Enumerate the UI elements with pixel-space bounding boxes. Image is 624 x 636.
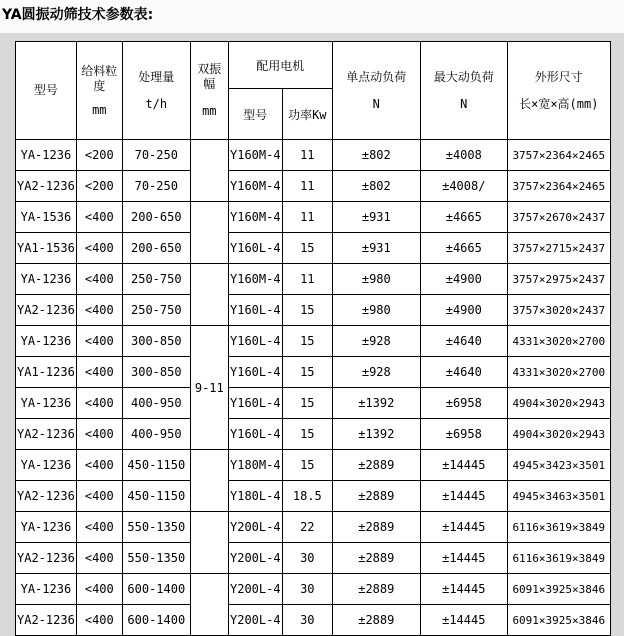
model-cell: YA-1236	[16, 512, 77, 543]
amplitude-cell	[190, 574, 228, 636]
amplitude-cell	[190, 264, 228, 326]
single-point-load-cell: ±2889	[332, 574, 420, 605]
single-point-load-cell: ±928	[332, 326, 420, 357]
header-feed-size	[76, 42, 122, 140]
amplitude-cell: 9-11	[190, 326, 228, 450]
feed-size-cell: <400	[76, 605, 122, 636]
model-cell: YA1-1236	[16, 357, 77, 388]
motor-model-cell: Y160L-4	[228, 233, 282, 264]
table-row	[16, 326, 611, 357]
header-capacity-unit: t/h	[145, 96, 168, 111]
header-dimensions	[507, 42, 610, 140]
table-row	[16, 295, 611, 326]
table-row	[16, 574, 611, 605]
model-cell: YA2-1236	[16, 543, 77, 574]
table-row	[16, 481, 611, 512]
single-point-load-cell: ±980	[332, 264, 420, 295]
motor-model-cell: Y200L-4	[228, 605, 282, 636]
feed-size-cell: <400	[76, 326, 122, 357]
motor-model-cell: Y200L-4	[228, 574, 282, 605]
dimensions-cell: 3757×2364×2465	[507, 171, 610, 202]
max-load-cell: ±14445	[420, 605, 507, 636]
single-point-load-cell: ±931	[332, 202, 420, 233]
feed-size-cell: <400	[76, 450, 122, 481]
header-capacity-label: 处理量	[138, 69, 175, 84]
max-load-cell: ±14445	[420, 512, 507, 543]
max-load-cell: ±14445	[420, 481, 507, 512]
dimensions-cell: 3757×2975×2437	[507, 264, 610, 295]
header-dimensions-unit: 长×宽×高(mm)	[519, 96, 599, 111]
single-point-load-cell: ±802	[332, 140, 420, 171]
single-point-load-cell: ±928	[332, 357, 420, 388]
motor-model-cell: Y160L-4	[228, 326, 282, 357]
motor-power-cell: 15	[282, 357, 332, 388]
single-point-load-cell: ±2889	[332, 512, 420, 543]
motor-power-cell: 15	[282, 295, 332, 326]
motor-power-cell: 11	[282, 140, 332, 171]
model-cell: YA2-1236	[16, 605, 77, 636]
header-amplitude-label: 双振幅	[197, 62, 222, 91]
feed-size-cell: <200	[76, 140, 122, 171]
capacity-cell: 300-850	[122, 357, 190, 388]
table-row	[16, 419, 611, 450]
dimensions-cell: 4904×3020×2943	[507, 388, 610, 419]
motor-model-cell: Y180L-4	[228, 481, 282, 512]
motor-model-cell: Y180M-4	[228, 450, 282, 481]
capacity-cell: 600-1400	[122, 574, 190, 605]
motor-power-cell: 11	[282, 171, 332, 202]
capacity-cell: 70-250	[122, 171, 190, 202]
capacity-cell: 400-950	[122, 419, 190, 450]
feed-size-cell: <400	[76, 295, 122, 326]
header-model	[16, 42, 77, 140]
table-row	[16, 233, 611, 264]
feed-size-cell: <200	[76, 171, 122, 202]
table-row	[16, 450, 611, 481]
header-dimensions-label: 外形尺寸	[534, 69, 583, 84]
dimensions-cell: 3757×2715×2437	[507, 233, 610, 264]
max-load-cell: ±4008/	[420, 171, 507, 202]
feed-size-cell: <400	[76, 574, 122, 605]
model-cell: YA2-1236	[16, 481, 77, 512]
motor-power-cell: 11	[282, 264, 332, 295]
table-row	[16, 202, 611, 233]
motor-power-cell: 15	[282, 388, 332, 419]
model-cell: YA2-1236	[16, 419, 77, 450]
model-cell: YA2-1236	[16, 171, 77, 202]
capacity-cell: 400-950	[122, 388, 190, 419]
header-single-point-load-unit: N	[372, 96, 380, 111]
feed-size-cell: <400	[76, 388, 122, 419]
dimensions-cell: 3757×3020×2437	[507, 295, 610, 326]
table-row	[16, 605, 611, 636]
header-max-load-unit: N	[460, 96, 468, 111]
table-row	[16, 388, 611, 419]
max-load-cell: ±6958	[420, 419, 507, 450]
max-load-cell: ±14445	[420, 574, 507, 605]
single-point-load-cell: ±2889	[332, 481, 420, 512]
model-cell: YA-1236	[16, 264, 77, 295]
model-cell: YA-1236	[16, 388, 77, 419]
dimensions-cell: 6091×3925×3846	[507, 605, 610, 636]
motor-model-cell: Y160L-4	[228, 295, 282, 326]
dimensions-cell: 4331×3020×2700	[507, 326, 610, 357]
title-band	[0, 0, 624, 33]
single-point-load-cell: ±980	[332, 295, 420, 326]
motor-model-cell: Y200L-4	[228, 543, 282, 574]
motor-model-cell: Y160M-4	[228, 140, 282, 171]
capacity-cell: 550-1350	[122, 512, 190, 543]
dimensions-cell: 3757×2670×2437	[507, 202, 610, 233]
single-point-load-cell: ±2889	[332, 605, 420, 636]
feed-size-cell: <400	[76, 233, 122, 264]
table-row	[16, 357, 611, 388]
motor-power-cell: 15	[282, 326, 332, 357]
header-single-point-load-label: 单点动负荷	[346, 69, 407, 84]
header-amplitude-unit: mm	[202, 104, 217, 118]
amplitude-cell	[190, 450, 228, 512]
motor-power-cell: 15	[282, 450, 332, 481]
capacity-cell: 200-650	[122, 233, 190, 264]
single-point-load-cell: ±2889	[332, 450, 420, 481]
capacity-cell: 450-1150	[122, 450, 190, 481]
table-row	[16, 512, 611, 543]
feed-size-cell: <400	[76, 202, 122, 233]
motor-model-cell: Y160L-4	[228, 419, 282, 450]
motor-power-cell: 18.5	[282, 481, 332, 512]
capacity-cell: 300-850	[122, 326, 190, 357]
header-feed-size-label: 给料粒度	[81, 63, 118, 93]
page-title: YA圆振动筛技术参数表:	[2, 7, 154, 23]
feed-size-cell: <400	[76, 512, 122, 543]
model-cell: YA-1236	[16, 450, 77, 481]
feed-size-cell: <400	[76, 419, 122, 450]
single-point-load-cell: ±802	[332, 171, 420, 202]
feed-size-cell: <400	[76, 264, 122, 295]
header-max-load-label: 最大动负荷	[433, 69, 494, 84]
header-feed-size-unit: mm	[92, 102, 107, 117]
motor-model-cell: Y160M-4	[228, 202, 282, 233]
header-motor-power: 功率Kw	[282, 89, 332, 140]
header-amplitude	[190, 42, 228, 140]
motor-power-cell: 30	[282, 605, 332, 636]
motor-power-cell: 15	[282, 233, 332, 264]
header-motor-group: 配用电机	[228, 42, 332, 89]
feed-size-cell: <400	[76, 357, 122, 388]
max-load-cell: ±4008	[420, 140, 507, 171]
max-load-cell: ±6958	[420, 388, 507, 419]
single-point-load-cell: ±1392	[332, 419, 420, 450]
dimensions-cell: 4945×3423×3501	[507, 450, 610, 481]
feed-size-cell: <400	[76, 481, 122, 512]
motor-power-cell: 30	[282, 543, 332, 574]
single-point-load-cell: ±1392	[332, 388, 420, 419]
motor-power-cell: 15	[282, 419, 332, 450]
model-cell: YA1-1536	[16, 233, 77, 264]
model-cell: YA-1236	[16, 326, 77, 357]
motor-power-cell: 11	[282, 202, 332, 233]
feed-size-cell: <400	[76, 543, 122, 574]
dimensions-cell: 4945×3463×3501	[507, 481, 610, 512]
max-load-cell: ±14445	[420, 543, 507, 574]
amplitude-cell	[190, 202, 228, 264]
capacity-cell: 450-1150	[122, 481, 190, 512]
header-single-point-load	[332, 42, 420, 140]
header-capacity	[122, 42, 190, 140]
parameters-table	[15, 41, 611, 636]
table-row	[16, 264, 611, 295]
motor-model-cell: Y200L-4	[228, 512, 282, 543]
max-load-cell: ±4900	[420, 295, 507, 326]
table-body	[16, 140, 611, 636]
single-point-load-cell: ±2889	[332, 543, 420, 574]
max-load-cell: ±4665	[420, 233, 507, 264]
max-load-cell: ±4640	[420, 326, 507, 357]
capacity-cell: 250-750	[122, 264, 190, 295]
motor-model-cell: Y160M-4	[228, 264, 282, 295]
motor-model-cell: Y160L-4	[228, 357, 282, 388]
model-cell: YA-1236	[16, 140, 77, 171]
model-cell: YA2-1236	[16, 295, 77, 326]
table-area	[0, 33, 624, 636]
max-load-cell: ±4665	[420, 202, 507, 233]
capacity-cell: 250-750	[122, 295, 190, 326]
single-point-load-cell: ±931	[332, 233, 420, 264]
header-max-load	[420, 42, 507, 140]
table-row	[16, 543, 611, 574]
capacity-cell: 70-250	[122, 140, 190, 171]
dimensions-cell: 3757×2364×2465	[507, 140, 610, 171]
header-model-label: 型号	[33, 83, 58, 97]
amplitude-cell	[190, 140, 228, 202]
motor-power-cell: 22	[282, 512, 332, 543]
dimensions-cell: 6091×3925×3846	[507, 574, 610, 605]
model-cell: YA-1536	[16, 202, 77, 233]
max-load-cell: ±4640	[420, 357, 507, 388]
capacity-cell: 600-1400	[122, 605, 190, 636]
table-row	[16, 140, 611, 171]
motor-power-cell: 30	[282, 574, 332, 605]
table-row	[16, 171, 611, 202]
amplitude-cell	[190, 512, 228, 574]
header-motor-model: 型号	[228, 89, 282, 140]
capacity-cell: 200-650	[122, 202, 190, 233]
motor-model-cell: Y160L-4	[228, 388, 282, 419]
motor-model-cell: Y160M-4	[228, 171, 282, 202]
capacity-cell: 550-1350	[122, 543, 190, 574]
dimensions-cell: 4904×3020×2943	[507, 419, 610, 450]
max-load-cell: ±4900	[420, 264, 507, 295]
dimensions-cell: 4331×3020×2700	[507, 357, 610, 388]
model-cell: YA-1236	[16, 574, 77, 605]
dimensions-cell: 6116×3619×3849	[507, 543, 610, 574]
dimensions-cell: 6116×3619×3849	[507, 512, 610, 543]
max-load-cell: ±14445	[420, 450, 507, 481]
